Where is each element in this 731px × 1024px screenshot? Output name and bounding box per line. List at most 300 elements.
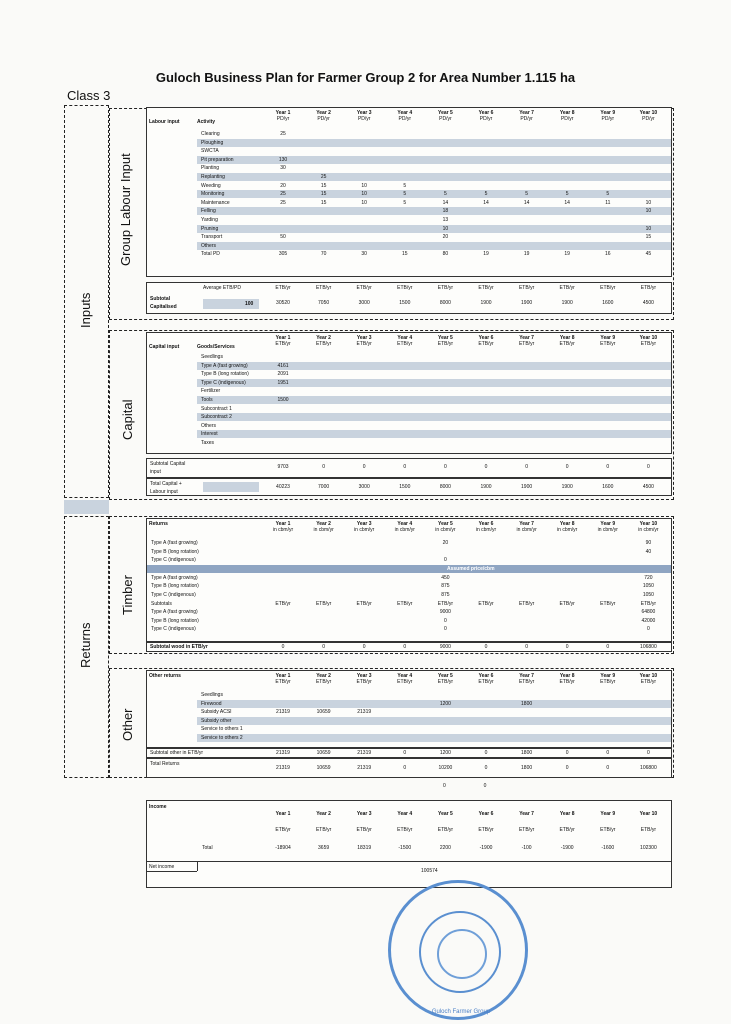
row-value: 5 — [403, 199, 407, 206]
subtotal-value: 10659 — [316, 750, 331, 756]
year-header: Year 10 — [639, 335, 658, 341]
unit-header: in cbm/yr — [516, 527, 537, 533]
year-header: Year 3 — [356, 521, 372, 527]
row-label: Type A (fast growing) — [201, 362, 248, 369]
unit-header: ETB/yr — [397, 827, 413, 833]
row-value: 19 — [483, 251, 489, 258]
row-value: 5 — [403, 182, 407, 189]
unit-header: in cbm/yr — [313, 527, 334, 533]
row-value: 30 — [280, 165, 286, 172]
year-header: Year 8 — [559, 811, 575, 817]
other-table — [146, 670, 672, 748]
table-row — [197, 413, 671, 421]
year-header: Year 6 — [478, 521, 494, 527]
subtotal-value: 0 — [525, 464, 528, 470]
row-value: 1951 — [277, 379, 289, 386]
below-value: 0 — [483, 783, 487, 789]
row-label: Yarding — [201, 217, 218, 223]
row-value: 1800 — [521, 700, 533, 707]
unit-header: ETB/yr — [559, 679, 575, 685]
unit-header: ETB/yr — [600, 341, 616, 347]
etb-unit: ETB/yr — [640, 285, 657, 291]
row-label: Interest — [201, 431, 218, 438]
row-value: 45 — [645, 251, 652, 258]
etb-unit: ETB/yr — [600, 285, 616, 291]
row-label: Type B (long rotation) — [151, 548, 199, 555]
year-header: Year 1 — [275, 811, 291, 817]
row-label: Weeding — [201, 182, 221, 189]
total-value: 21319 — [357, 765, 372, 771]
row-value: 305 — [278, 251, 288, 258]
table-row — [197, 139, 671, 147]
unit-header: ETB/yr — [518, 679, 535, 685]
year-header: Year 4 — [397, 673, 413, 679]
unit-header: ETB/yr — [559, 341, 575, 347]
unit-header: ETB/yr — [600, 679, 616, 685]
row-value: 130 — [278, 156, 288, 163]
unit-header: PD/yr — [317, 116, 330, 122]
row-value: 5 — [525, 191, 528, 198]
etb-unit: ETB/yr — [275, 285, 291, 291]
unit-header: ETB/yr — [275, 341, 291, 347]
row-label: Pruning — [201, 225, 219, 232]
subtotal-value: 0 — [362, 464, 366, 470]
other-total-table — [146, 758, 672, 778]
total-value: 1600 — [602, 484, 614, 490]
row-value: 10 — [645, 225, 652, 232]
total-value: 4500 — [642, 484, 654, 490]
row-label: Pit preparation — [201, 156, 234, 163]
row-label: Type A (fast growing) — [151, 609, 198, 616]
subtotal-value: 8000 — [439, 300, 451, 306]
year-header: Year 2 — [316, 110, 331, 116]
unit-header: in cbm/yr — [638, 527, 659, 533]
subtotal-value: 0 — [606, 464, 610, 470]
total-value: 1900 — [480, 484, 492, 490]
row-value: 80 — [442, 251, 449, 258]
row-value: 5 — [403, 191, 407, 198]
row-label: Type B (long rotation) — [201, 371, 249, 378]
year-header: Year 7 — [519, 673, 534, 679]
capital-table — [146, 332, 672, 454]
row-value: 50 — [280, 234, 286, 241]
total-value: 1900 — [561, 484, 573, 490]
year-header: Year 3 — [356, 110, 372, 116]
unit-header: ETB/yr — [478, 341, 494, 347]
year-header: Year 8 — [559, 521, 575, 527]
unit-header: ETB/yr — [275, 679, 291, 685]
capital-subtotal-table — [146, 458, 672, 478]
year-header: Year 1 — [275, 521, 291, 527]
year-header: Year 7 — [519, 521, 534, 527]
year-header: Year 9 — [600, 521, 616, 527]
subtotal-value: 0 — [484, 464, 488, 470]
net-income-divider — [197, 861, 198, 871]
unit-header: ETB/yr — [437, 827, 454, 833]
unit-header: ETB/yr — [518, 341, 535, 347]
subtotal-value: 0 — [606, 750, 610, 756]
year-header: Year 1 — [275, 335, 291, 341]
year-header: Year 2 — [316, 811, 331, 817]
total-value: 1900 — [521, 484, 533, 490]
subtotal-value: 1600 — [602, 300, 614, 306]
row-value: 10 — [645, 208, 652, 215]
year-header: Year 9 — [600, 811, 616, 817]
row-value: 10 — [361, 182, 367, 189]
other-total-label: Total Returns — [150, 761, 180, 767]
year-header: Year 7 — [519, 110, 534, 116]
row-value: 450 — [441, 574, 450, 581]
stamp-emblem — [437, 929, 487, 979]
subtotal-value: 0 — [484, 750, 488, 756]
etb-unit: ETB/yr — [559, 600, 575, 607]
subtotal-value: 0 — [403, 750, 407, 756]
class-label: Class 3 — [67, 88, 111, 103]
subtotal-value: 7050 — [318, 300, 330, 306]
row-value: 875 — [441, 592, 450, 598]
row-label: Tools — [201, 397, 213, 403]
etb-unit: ETB/yr — [518, 600, 535, 607]
table-row — [197, 242, 671, 250]
row-label: Total PD — [201, 251, 220, 258]
total-value: 1800 — [521, 765, 533, 771]
capital-total-table — [146, 478, 672, 496]
year-header: Year 5 — [438, 673, 453, 679]
timber-subtotal-label: Subtotal wood in ETB/yr — [150, 644, 208, 650]
unit-header: PD/yr — [439, 116, 452, 122]
total-value: 8000 — [439, 484, 451, 490]
unit-header: ETB/yr — [437, 341, 454, 347]
returns-label: Returns — [78, 622, 93, 668]
subtotal-value: 1900 — [561, 300, 573, 306]
unit-header: ETB/yr — [315, 679, 332, 685]
table-row — [197, 430, 671, 438]
subtotal-value: 0 — [565, 644, 569, 650]
subtotal-value: 0 — [362, 644, 366, 650]
year-header: Year 8 — [559, 335, 575, 341]
income-value: 18319 — [357, 845, 372, 851]
row-value: 14 — [564, 199, 570, 206]
year-header: Year 3 — [356, 673, 372, 679]
etb-unit: ETB/yr — [275, 600, 291, 607]
subtotal-value: 0 — [444, 464, 447, 470]
subtotal-value: 1500 — [399, 300, 411, 306]
unit-header: in cbm/yr — [394, 527, 415, 533]
row-value: 30 — [361, 251, 367, 258]
unit-header: ETB/yr — [397, 341, 413, 347]
unit-header: in cbm/yr — [475, 527, 497, 533]
table-row — [197, 147, 671, 155]
subtotal-value: 0 — [322, 464, 325, 470]
total-value: 40223 — [276, 484, 290, 490]
income-total-label: Total — [202, 845, 213, 851]
row-label: Type B (long rotation) — [151, 617, 199, 624]
row-value: 25 — [280, 191, 286, 198]
table-row — [197, 734, 671, 742]
unit-header: in cbm/yr — [597, 527, 618, 533]
etb-unit: ETB/yr — [437, 600, 454, 607]
income-table — [146, 800, 672, 888]
year-header: Year 3 — [356, 811, 372, 817]
row-value: 0 — [444, 617, 447, 624]
subtotal-value: 9703 — [277, 464, 289, 470]
unit-header: in cbm/yr — [557, 527, 578, 533]
unit-header: PD/yr — [479, 116, 493, 122]
year-header: Year 9 — [600, 110, 616, 116]
total-capital-shade — [203, 482, 259, 492]
row-value: 20 — [442, 234, 449, 241]
subtotal-value: 3000 — [358, 300, 370, 306]
unit-header: in cbm/yr — [435, 527, 456, 533]
income-value: -1900 — [560, 845, 574, 851]
row-label: Service to others 2 — [201, 735, 243, 741]
avg-label: Average ETB/PD — [203, 285, 241, 291]
subtotal-value: 0 — [322, 644, 325, 650]
labour-subtotal-table — [146, 282, 672, 314]
unit-header: ETB/yr — [600, 827, 616, 833]
unit-header: ETB/yr — [356, 827, 372, 833]
subtotal-value: 1900 — [521, 300, 533, 306]
year-header: Year 5 — [438, 335, 453, 341]
year-header: Year 10 — [639, 110, 658, 116]
income-value: 102300 — [640, 845, 657, 851]
table-row — [197, 439, 671, 447]
timber-header: Returns — [149, 521, 168, 527]
row-value: 10659 — [316, 709, 331, 716]
row-value: 5 — [444, 191, 447, 198]
subtotal-value: 0 — [403, 464, 407, 470]
unit-header: PD/yr — [601, 116, 615, 122]
other-subtotal-table — [146, 748, 672, 758]
subtotal-value: 106800 — [640, 644, 657, 650]
year-header: Year 1 — [275, 110, 291, 116]
other-subtotal-label: Subtotal other in ETB/yr — [150, 750, 204, 756]
subtotal-value: 0 — [565, 464, 569, 470]
unit-header: in cbm/yr — [354, 527, 375, 533]
official-stamp — [388, 880, 528, 1020]
row-value: 0 — [444, 557, 447, 564]
table-row — [197, 691, 671, 699]
row-label: Replanting — [201, 174, 225, 180]
row-label: Maintenance — [201, 199, 230, 206]
row-value: 720 — [644, 574, 653, 581]
row-value: 20 — [280, 182, 286, 189]
row-label: Ploughing — [201, 139, 224, 146]
row-value: 9000 — [439, 609, 451, 616]
unit-header: PD/yr — [276, 116, 290, 122]
subtotal-value: 0 — [647, 750, 650, 756]
etb-unit: ETB/yr — [518, 285, 535, 291]
row-label: Others — [201, 422, 217, 429]
total-value: 10659 — [316, 765, 331, 771]
below-value: 0 — [443, 783, 446, 789]
table-row — [197, 405, 671, 413]
year-header: Year 4 — [397, 811, 413, 817]
subtotal-value: 1900 — [480, 300, 492, 306]
subtotal-value: 21319 — [276, 750, 290, 756]
unit-header: ETB/yr — [518, 827, 535, 833]
unit-header: PD/yr — [560, 116, 574, 122]
row-label: Type B (long rotation) — [151, 583, 199, 590]
subtotal-value: 0 — [403, 644, 407, 650]
total-value: 106800 — [640, 765, 657, 771]
row-value: 15 — [645, 234, 652, 241]
year-header: Year 6 — [478, 811, 494, 817]
timber-subtotal-table — [146, 642, 672, 652]
year-header: Year 10 — [639, 673, 658, 679]
unit-header: ETB/yr — [397, 679, 413, 685]
page-title: Guloch Business Plan for Farmer Group 2 for Area Number 1.115 ha — [155, 70, 576, 85]
subtotal-value: 0 — [484, 644, 488, 650]
row-label: Type C (indigenous) — [151, 592, 196, 598]
row-value: 64800 — [641, 609, 656, 616]
income-value: -1900 — [479, 845, 493, 851]
year-header: Year 4 — [397, 335, 413, 341]
net-income-line — [147, 861, 671, 862]
row-value: 1200 — [439, 700, 451, 707]
inputs-label: Inputs — [78, 292, 93, 328]
year-header: Year 2 — [316, 673, 331, 679]
etb-unit: ETB/yr — [600, 600, 616, 607]
year-header: Year 5 — [438, 811, 453, 817]
row-label: Clearing — [201, 131, 220, 137]
unit-header: ETB/yr — [315, 341, 332, 347]
divider-shade — [64, 500, 109, 514]
total-value: 7000 — [318, 484, 330, 490]
year-header: Year 6 — [478, 110, 494, 116]
row-value: 15 — [320, 191, 327, 198]
row-label: Service to others 1 — [201, 726, 243, 733]
total-value: 21319 — [276, 765, 290, 771]
etb-unit: ETB/yr — [315, 285, 332, 291]
year-header: Year 10 — [639, 811, 658, 817]
row-value: 16 — [605, 251, 611, 258]
row-value: 40 — [645, 548, 652, 555]
unit-header: PD/yr — [520, 116, 533, 122]
income-value: -1600 — [601, 845, 615, 851]
row-label: Type C (indigenous) — [151, 626, 196, 633]
year-header: Year 6 — [478, 673, 494, 679]
unit-header: ETB/yr — [478, 827, 494, 833]
row-value: 0 — [444, 626, 447, 633]
row-value: 19 — [523, 251, 530, 258]
row-label: Subsidy ACSI — [201, 709, 232, 716]
row-value: 13 — [442, 217, 449, 223]
subtotal-value: 1200 — [439, 750, 451, 756]
row-label: Others — [201, 242, 217, 249]
row-value: 25 — [280, 131, 286, 137]
total-value: 0 — [403, 765, 407, 771]
unit-header: ETB/yr — [315, 827, 332, 833]
row-value: 70 — [320, 251, 327, 258]
row-value: 5 — [565, 191, 569, 198]
table-row — [197, 422, 671, 430]
subtotals-label: Subtotals — [151, 600, 172, 607]
unit-header: PD/yr — [642, 116, 655, 122]
subtotal-value: 4500 — [642, 300, 654, 306]
row-label: Subcontract 1 — [201, 405, 232, 412]
assumed-price-band — [147, 565, 671, 573]
subtotal-value: 0 — [647, 464, 650, 470]
table-row — [197, 173, 671, 181]
row-label: Transport — [201, 234, 223, 241]
table-row — [197, 387, 671, 395]
total-value: 1500 — [399, 484, 411, 490]
row-value: 21319 — [276, 709, 290, 716]
other-section-label: Other — [120, 708, 135, 742]
unit-header: PD/yr — [398, 116, 412, 122]
row-label: Firewood — [201, 700, 222, 707]
total-value: 0 — [606, 765, 610, 771]
row-value: 4161 — [277, 362, 289, 369]
unit-header: in cbm/yr — [272, 527, 294, 533]
income-value: -100 — [521, 845, 532, 851]
year-header: Year 7 — [519, 335, 534, 341]
subtotal-value: 0 — [281, 644, 285, 650]
table-row — [197, 353, 671, 361]
other-header: Other returns — [149, 673, 181, 679]
subtotal-value: 1800 — [521, 750, 533, 756]
total-value: 3000 — [358, 484, 370, 490]
row-label: Seedlings — [201, 692, 223, 698]
row-value: 90 — [645, 540, 652, 546]
subtotal-value: 0 — [565, 750, 569, 756]
row-value: 42000 — [641, 617, 656, 624]
assumed-price-label: Assumed price/cbm — [447, 565, 495, 572]
unit-header: ETB/yr — [478, 679, 494, 685]
year-header: Year 3 — [356, 335, 372, 341]
etb-unit: ETB/yr — [315, 600, 332, 607]
etb-unit: ETB/yr — [437, 285, 454, 291]
row-value: 1500 — [277, 397, 289, 403]
etb-unit: ETB/yr — [397, 600, 413, 607]
income-value: -1500 — [398, 845, 412, 851]
row-label: Monitoring — [201, 191, 225, 198]
unit-header: ETB/yr — [356, 679, 372, 685]
subtotal-value: 9000 — [439, 644, 451, 650]
income-value: 3659 — [318, 845, 330, 851]
income-value: 2200 — [439, 845, 451, 851]
row-value: 5 — [484, 191, 488, 198]
row-label: SWCTA — [201, 148, 219, 155]
year-header: Year 9 — [600, 673, 616, 679]
unit-header: ETB/yr — [559, 827, 575, 833]
row-value: 21319 — [357, 709, 372, 716]
year-header: Year 1 — [275, 673, 291, 679]
row-value: 0 — [647, 626, 650, 633]
capital-total-label: Total Capital + Labour input — [150, 481, 182, 495]
etb-unit: ETB/yr — [640, 600, 657, 607]
row-label: Subcontract 2 — [201, 414, 232, 421]
row-value: 25 — [280, 199, 286, 206]
subtotal-value: 0 — [606, 644, 610, 650]
etb-unit: ETB/yr — [478, 285, 494, 291]
row-value: 1050 — [642, 583, 654, 590]
unit-header: ETB/yr — [356, 341, 372, 347]
subtotal-value: 30520 — [276, 300, 290, 306]
etb-unit: ETB/yr — [478, 600, 494, 607]
row-label: Fertilizer — [201, 388, 221, 395]
total-value: 10200 — [438, 765, 453, 771]
year-header: Year 4 — [397, 110, 413, 116]
row-label: Type C (indigenous) — [201, 379, 246, 386]
etb-unit: ETB/yr — [356, 600, 372, 607]
labour-section-label: Group Labour Input — [118, 153, 133, 267]
net-income-label: Net income — [149, 864, 175, 870]
total-value: 0 — [565, 765, 569, 771]
unit-header: ETB/yr — [640, 679, 657, 685]
row-label: Type A (fast growing) — [151, 540, 198, 546]
